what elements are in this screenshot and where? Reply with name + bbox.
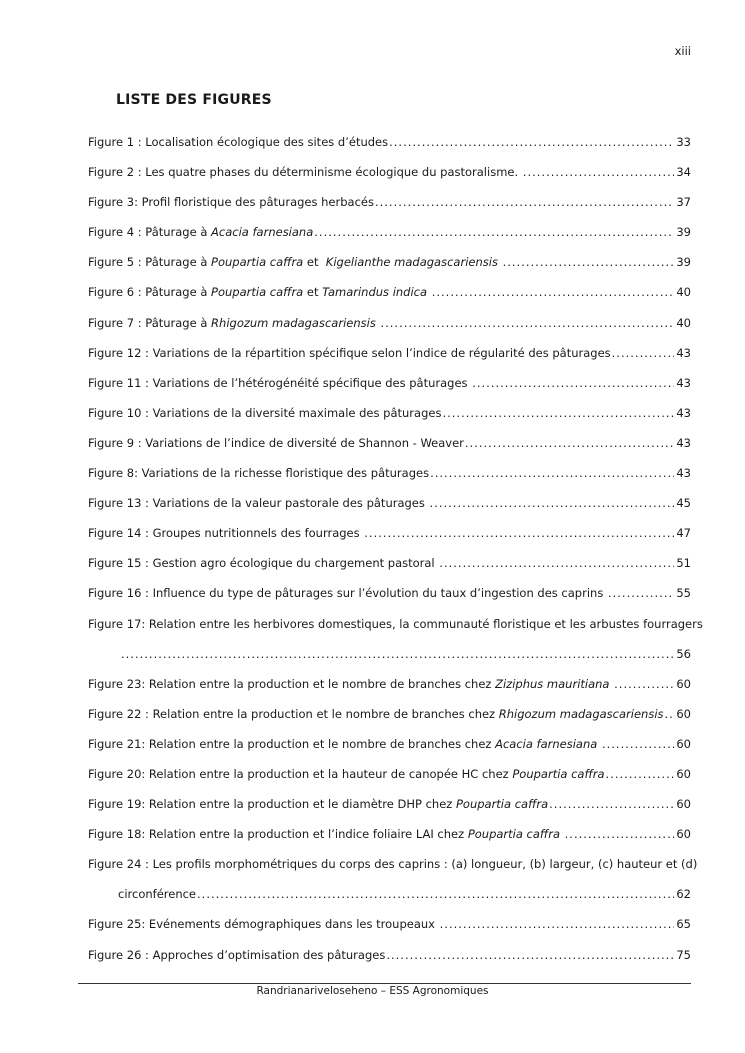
figure-caption <box>88 162 522 182</box>
figure-page-number: 60 <box>676 706 691 721</box>
figure-page-number: 75 <box>676 947 691 962</box>
caption-text: Figure 7 : Pâturage à <box>88 315 212 330</box>
list-item <box>88 373 691 393</box>
species-name: Poupartia caffra <box>512 766 605 781</box>
figure-page-number: 45 <box>676 496 691 511</box>
list-item <box>88 463 691 483</box>
caption-text: Figure 2 : Les quatre phases du déterminisme écologique du pastoralisme. <box>88 165 522 180</box>
caption-text: Figure 9 : Variations de l’indice de diversité de Shannon - Weaver <box>88 435 464 450</box>
page-title: LISTE DES FIGURES <box>116 92 272 108</box>
figure-page-number: 47 <box>676 526 691 541</box>
list-item <box>88 794 691 814</box>
figure-caption <box>88 914 439 934</box>
caption-text: et <box>303 285 323 300</box>
list-item <box>88 553 691 573</box>
list-item <box>88 162 691 182</box>
dot-leader <box>665 704 675 724</box>
figure-caption <box>88 282 431 302</box>
dot-leader <box>380 313 674 333</box>
species-name: Poupartia caffra <box>211 255 304 270</box>
species-name: Rhigozum madagascariensis <box>211 315 376 330</box>
caption-text: Figure 26 : Approches d’optimisation des pâturages <box>88 947 386 962</box>
dot-leader <box>439 553 674 573</box>
list-item <box>88 824 691 844</box>
caption-text: Figure 14 : Groupes nutritionnels des fourrages <box>88 526 364 541</box>
list-item <box>88 403 691 423</box>
figure-page-number: 43 <box>676 345 691 360</box>
figure-page-number: 43 <box>676 405 691 420</box>
caption-text: Figure 11 : Variations de l’hétérogénéité spécifique des pâturages <box>88 375 472 390</box>
dot-leader <box>606 764 675 784</box>
figure-caption <box>88 553 438 573</box>
caption-text: Figure 15 : Gestion agro écologique du chargement pastoral <box>88 556 439 571</box>
figure-caption <box>88 343 611 363</box>
species-name: Rhigozum madagascariensis <box>498 706 664 721</box>
figure-page-number: 60 <box>676 827 691 842</box>
figure-page-number: 60 <box>676 676 691 691</box>
figure-page-number: 33 <box>676 135 691 149</box>
dot-leader <box>602 734 674 754</box>
caption-text: Figure 23: Relation entre la production et le nombre de branches chez <box>88 676 496 691</box>
figure-caption <box>88 132 388 152</box>
figure-caption <box>88 734 601 754</box>
figure-page-number: 43 <box>676 375 691 390</box>
list-item <box>88 945 691 965</box>
species-name: Ziziphus mauritiana <box>495 676 610 691</box>
dot-leader <box>614 674 674 694</box>
figure-page-number: 60 <box>676 766 691 781</box>
caption-text: Figure 12 : Variations de la répartition spécifique selon l’indice de régularité des pâturages <box>88 345 611 360</box>
list-item <box>88 222 691 242</box>
caption-text: Figure 8: Variations de la richesse floristique des pâturages <box>88 466 430 481</box>
figure-caption <box>88 794 548 814</box>
dot-leader <box>442 403 674 423</box>
list-item <box>88 704 691 724</box>
figure-caption <box>88 493 429 513</box>
caption-text: Figure 20: Relation entre la production et la hauteur de canopée HC chez <box>88 766 513 781</box>
dot-leader <box>523 162 675 182</box>
dot-leader <box>364 523 674 543</box>
species-name: Acacia farnesiana <box>211 225 314 240</box>
list-item <box>88 132 691 152</box>
figure-page-number: 62 <box>676 887 691 902</box>
dot-leader <box>465 433 674 453</box>
dot-leader <box>612 343 675 363</box>
caption-text: et <box>303 255 326 270</box>
dot-leader <box>314 222 674 242</box>
list-item <box>88 614 703 664</box>
species-name: Poupartia caffra <box>211 285 304 300</box>
figure-caption <box>88 403 441 423</box>
figure-caption <box>88 373 471 393</box>
caption-text: Figure 16 : Influence du type de pâturages sur l’évolution du taux d’ingestion des caprins <box>88 586 607 601</box>
footer-divider <box>78 983 691 984</box>
figure-caption <box>88 674 613 694</box>
figure-page-number: 60 <box>676 736 691 751</box>
figure-page-number: 60 <box>676 797 691 812</box>
figure-caption-continued: circonférence <box>118 887 197 902</box>
dot-leader <box>430 493 675 513</box>
figure-caption <box>88 764 605 784</box>
figure-caption <box>88 222 313 242</box>
caption-text: Figure 6 : Pâturage à <box>88 285 212 300</box>
figure-page-number: 37 <box>676 195 691 210</box>
figure-page-number: 40 <box>676 315 691 330</box>
species-name: Poupartia caffra <box>467 827 560 842</box>
caption-text: Figure 4 : Pâturage à <box>88 225 212 240</box>
list-item <box>88 343 691 363</box>
list-item <box>88 734 691 754</box>
page-number: xiii <box>674 44 691 58</box>
figure-page-number: 43 <box>676 466 691 481</box>
figure-page-number: 40 <box>676 285 691 300</box>
caption-text <box>427 285 431 299</box>
figure-caption <box>88 583 607 603</box>
dot-leader <box>197 884 674 904</box>
figure-page-number: 55 <box>676 586 691 601</box>
caption-text: Figure 13 : Variations de la valeur pastorale des pâturages <box>88 496 429 511</box>
list-item <box>88 252 691 272</box>
list-item <box>88 764 691 784</box>
caption-text: Figure 19: Relation entre la production et le diamètre DHP chez <box>88 797 456 812</box>
species-name: Acacia farnesiana <box>495 736 598 751</box>
figure-page-number: 65 <box>676 917 691 932</box>
caption-text: Figure 21: Relation entre la production et le nombre de branches chez <box>88 736 496 751</box>
dot-leader <box>375 192 674 212</box>
list-item <box>88 433 691 453</box>
figure-caption <box>88 945 385 965</box>
figure-caption <box>88 433 464 453</box>
list-item <box>88 192 691 212</box>
figure-list <box>88 132 703 975</box>
figure-caption: Figure 17: Relation entre les herbivores domestiques, la communauté floristique et les arbustes fourragers <box>88 616 703 631</box>
figure-page-number: 43 <box>676 435 691 450</box>
caption-text <box>376 316 380 330</box>
caption-text <box>560 827 564 841</box>
caption-text <box>597 737 601 751</box>
figure-page-number: 39 <box>676 255 691 270</box>
dot-leader <box>121 644 674 664</box>
figure-page-number: 34 <box>676 165 691 180</box>
list-item <box>88 313 691 333</box>
list-item <box>88 523 691 543</box>
caption-text <box>498 255 502 269</box>
figure-caption: Figure 24 : Les profils morphométriques du corps des caprins : (a) longueur, (b) largeur, (c) hauteur et (d) <box>88 857 698 872</box>
footer-author: Randrianariveloseheno – ESS Agronomiques <box>256 985 489 997</box>
dot-leader <box>432 282 675 302</box>
caption-text: Figure 3: Profil floristique des pâturages herbacés <box>88 195 374 210</box>
figure-caption <box>88 192 374 212</box>
caption-text: Figure 18: Relation entre la production et l’indice foliaire LAI chez <box>88 827 468 842</box>
figure-caption <box>88 824 564 844</box>
caption-text: Figure 1 : Localisation écologique des sites d’études <box>88 135 389 149</box>
list-item <box>88 674 691 694</box>
dot-leader <box>503 252 675 272</box>
list-item <box>88 914 691 934</box>
dot-leader <box>389 132 674 152</box>
dot-leader <box>440 914 675 934</box>
figure-page-number: 51 <box>676 556 691 571</box>
dot-leader <box>386 945 674 965</box>
caption-text <box>609 677 613 691</box>
species-name: Kigelianthe madagascariensis <box>325 255 498 270</box>
caption-text: Figure 25: Evénements démographiques dans les troupeaux <box>88 917 439 932</box>
figure-caption <box>88 704 664 724</box>
figure-page-number: 56 <box>676 646 691 661</box>
figure-page-number: 39 <box>676 225 691 240</box>
list-item <box>88 282 691 302</box>
dot-leader <box>549 794 674 814</box>
species-name: Poupartia caffra <box>455 797 549 812</box>
caption-text: Figure 22 : Relation entre la production et le nombre de branches chez <box>88 706 499 721</box>
list-item <box>88 493 691 513</box>
dot-leader <box>472 373 674 393</box>
figure-caption <box>88 313 379 333</box>
figure-caption <box>88 252 502 272</box>
species-name: Tamarindus indica <box>322 285 428 300</box>
dot-leader <box>565 824 675 844</box>
list-item <box>88 854 698 904</box>
list-item <box>88 583 691 603</box>
caption-text: Figure 5 : Pâturage à <box>88 255 212 270</box>
caption-text: Figure 10 : Variations de la diversité maximale des pâturages <box>88 405 442 420</box>
dot-leader <box>430 463 674 483</box>
dot-leader <box>608 583 674 603</box>
figure-caption <box>88 463 429 483</box>
figure-caption <box>88 523 363 543</box>
